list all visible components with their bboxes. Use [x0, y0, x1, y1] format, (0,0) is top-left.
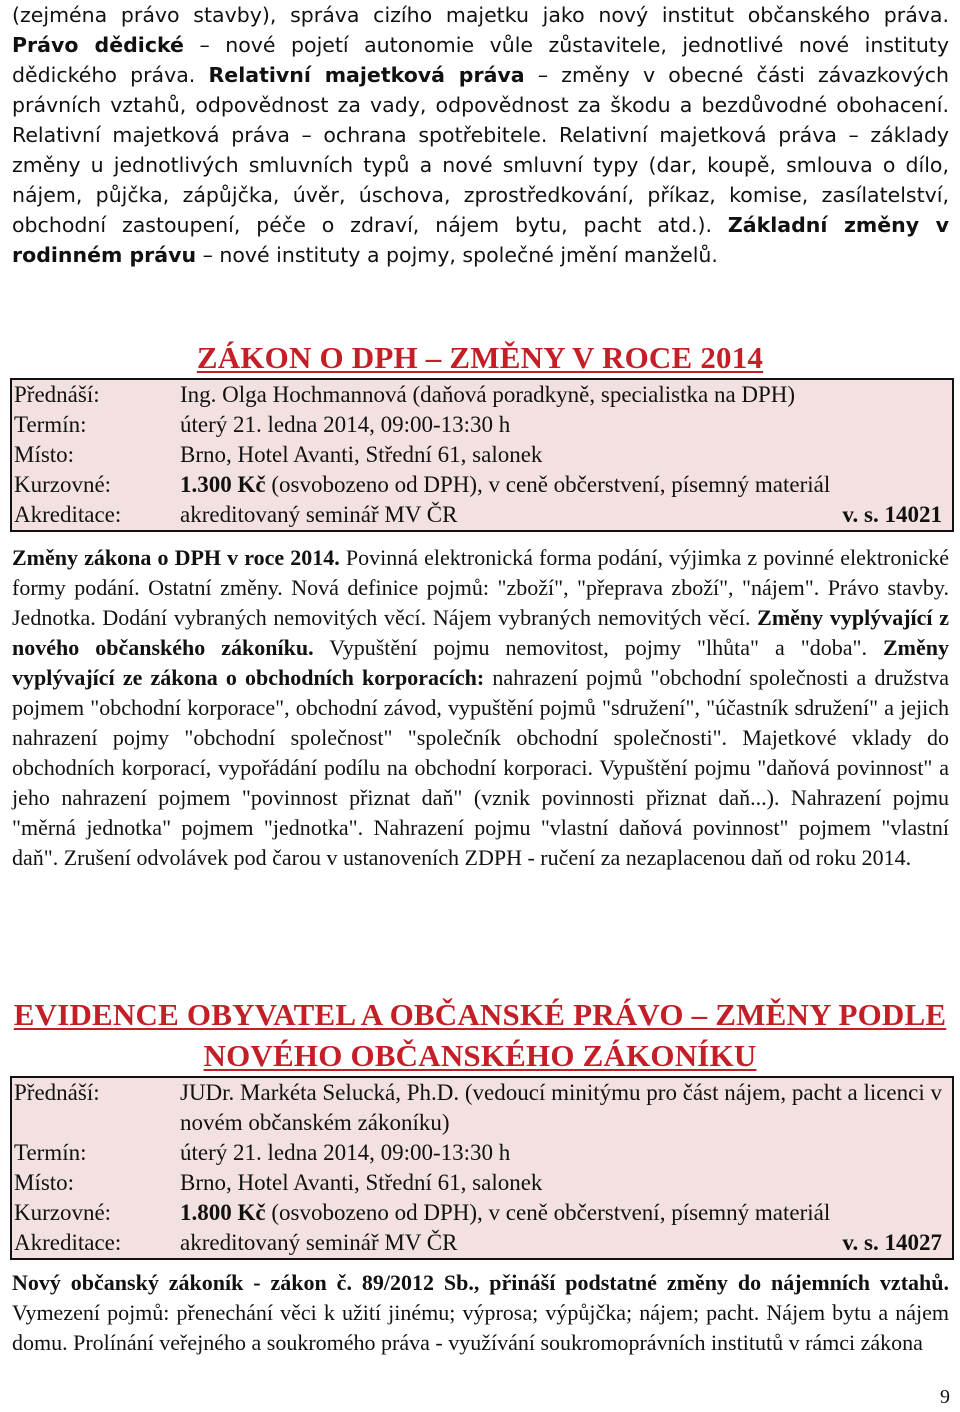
- place-label: Místo:: [14, 1170, 75, 1195]
- section1-fee-row: [12, 470, 952, 500]
- section2-title-line1: EVIDENCE OBYVATEL A OBČANSKÉ PRÁVO – ZMĚNY PODLE: [13, 997, 947, 1032]
- place-value: Brno, Hotel Avanti, Střední 61, salonek: [180, 442, 543, 467]
- intro-bold-2: Relativní majetková práva: [208, 63, 525, 87]
- lector-value: JUDr. Markéta Selucká, Ph.D. (vedoucí minitýmu pro část nájem, pacht a licenci v novém občanském zákoníku): [180, 1080, 942, 1135]
- date-value: úterý 21. ledna 2014, 09:00-13:30 h: [180, 1140, 511, 1165]
- section1-body-text-3: nahrazení pojmů "obchodní společnosti a družstva pojmem "obchodní korporace", obchodní závod, vypuštění pojmů "sdružení", "účastník sdružení" a jejich nahrazení pojmy "obchodní společnost" "společník obchodní společnosti". Majetkové vklady do obchodních korporací, vypořádání podílu na obchodní korporaci. Vypuštění pojmu "daňová povinnost" a jeho nahrazení pojmem "povinnost přiznat daň" (vznik povinnosti přiznat daň...). Nahrazení pojmu "měrná jednotka" pojmem "jednotka". Nahrazení pojmu "vlastní daňová povinnost" pojmem "vlastní daň". Zrušení odvolávek pod čarou v ustanoveních ZDPH - ručení za nezaplacenou daň od roku 2014.: [12, 665, 949, 870]
- section1-title: ZÁKON O DPH – ZMĚNY V ROCE 2014: [196, 340, 764, 375]
- section2-fee-row: [12, 1198, 952, 1228]
- fee-value: [180, 470, 946, 500]
- intro-bold-1: Právo dědické: [12, 33, 184, 57]
- section2-body-text-1: Vymezení pojmů: přenechání věci k užití jinému; výprosa; výpůjčka; nájem; pacht. Nájem bytu a nájem domu. Prolínání veřejného a soukromého práva - využívání soukromoprávních institutů v rámci zákona: [12, 1300, 949, 1355]
- page-number: 9: [940, 1386, 950, 1408]
- date-label: Termín:: [14, 412, 87, 437]
- fee-note: (osvobozeno od DPH), v ceně občerstvení, písemný materiál: [265, 1200, 831, 1225]
- intro-text-1: (zejména právo stavby), správa cizího majetku jako nový institut občanského práva.: [12, 3, 949, 27]
- section2-title-line2: NOVÉHO OBČANSKÉHO ZÁKONÍKU: [203, 1038, 757, 1073]
- intro-text-3: – změny v obecné části závazkových právních vztahů, odpovědnost za vady, odpovědnost za škodu a bezdůvodné obohacení. Relativní majetková práva – ochrana spotřebitele. Relativní majetková práva – základy změny u jednotlivých smluvních typů a nové smluvní typy (dar, koupě, smlouva o dílo, nájem, půjčka, zápůjčka, úvěr, úschova, zprostředkování, příkaz, komise, zasílatelství, obchodní zastoupení, péče o zdraví, nájem bytu, pacht atd.).: [12, 63, 949, 237]
- section1-info-box: [10, 378, 954, 532]
- intro-text-2: – nové pojetí autonomie vůle zůstavitele, jednotlivé nové instituty dědického práva.: [12, 33, 949, 87]
- accreditation-value: akreditovaný seminář MV ČR: [180, 1230, 458, 1255]
- accreditation-value: akreditovaný seminář MV ČR: [180, 502, 458, 527]
- lector-label: Přednáší:: [14, 1080, 100, 1105]
- fee-label: Kurzovné:: [14, 472, 112, 497]
- section1-body-bold-3: Změny vyplývající ze zákona o obchodních korporacích:: [12, 635, 949, 690]
- section1-date-row: [12, 410, 952, 440]
- date-label: Termín:: [14, 1140, 87, 1165]
- place-label: Místo:: [14, 442, 75, 467]
- intro-text-4: – nové instituty a pojmy, společné jmění manželů.: [196, 243, 718, 267]
- section2-lector-row: [12, 1078, 952, 1138]
- accreditation-label: Akreditace:: [14, 502, 122, 527]
- accreditation-number: v. s. 14021: [842, 502, 942, 527]
- section1-body-text-1: Povinná elektronická forma podání, výjimka z povinné elektronické formy podání. Ostatní změny. Nová definice pojmů: "zboží", "přeprava zboží", "nájem". Právo stavby. Jednotka. Dodání vybraných nemovitých věcí. Nájem vybraných nemovitých věcí.: [12, 545, 949, 630]
- section2-place-row: [12, 1168, 952, 1198]
- fee-label: Kurzovné:: [14, 1200, 112, 1225]
- lector-label: Přednáší:: [14, 382, 100, 407]
- section1-body-bold-1: Změny zákona o DPH v roce 2014.: [12, 545, 340, 570]
- section1-accreditation-row: [12, 500, 952, 530]
- section2-body-bold-1: Nový občanský zákoník - zákon č. 89/2012 Sb., přináší podstatné změny do nájemních vztahů.: [12, 1270, 949, 1295]
- section1-place-row: [12, 440, 952, 470]
- section2-body: [12, 1268, 949, 1358]
- fee-note: (osvobozeno od DPH), v ceně občerstvení, písemný materiál: [265, 472, 831, 497]
- lector-value: Ing. Olga Hochmannová (daňová poradkyně, specialistka na DPH): [180, 382, 796, 407]
- section1-body-text-2: Vypuštění pojmu nemovitost, pojmy "lhůta" a "doba".: [313, 635, 883, 660]
- accreditation-label: Akreditace:: [14, 1230, 122, 1255]
- section2-date-row: [12, 1138, 952, 1168]
- section1-lector-row: [12, 380, 952, 410]
- fee-amount: 1.800 Kč: [180, 1200, 266, 1225]
- fee-value: [180, 1198, 946, 1228]
- section1-body-bold-2: Změny vyplývající z nového občanského zákoníku.: [12, 605, 949, 660]
- date-value: úterý 21. ledna 2014, 09:00-13:30 h: [180, 412, 511, 437]
- section1-body: [12, 543, 949, 873]
- intro-bold-3: Základní změny v rodinném právu: [12, 213, 949, 267]
- accreditation-number: v. s. 14027: [842, 1230, 942, 1255]
- fee-amount: 1.300 Kč: [180, 472, 266, 497]
- intro-paragraph: [12, 0, 949, 270]
- section2-title: [0, 994, 960, 1076]
- place-value: Brno, Hotel Avanti, Střední 61, salonek: [180, 1170, 543, 1195]
- section2-accreditation-row: [12, 1228, 952, 1258]
- section2-info-box: [10, 1076, 954, 1260]
